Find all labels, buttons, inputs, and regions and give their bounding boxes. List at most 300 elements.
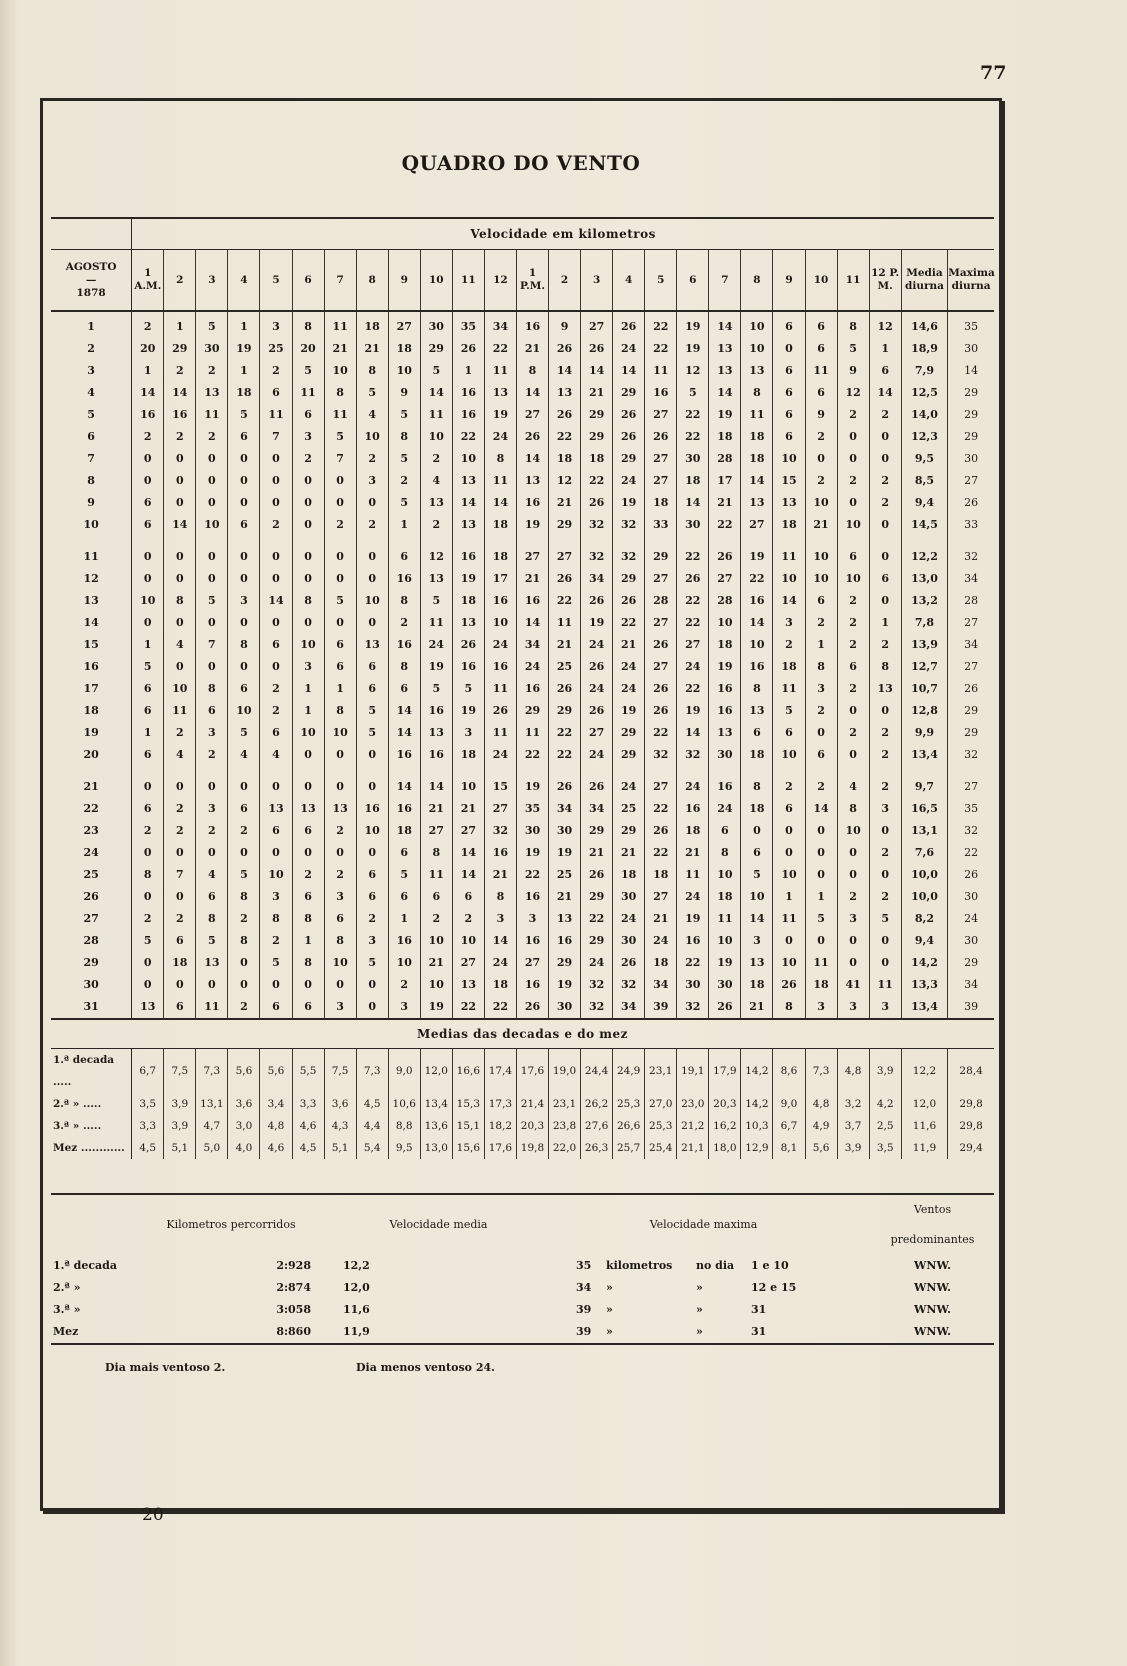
summary-vmax: 35 (576, 1259, 592, 1272)
hour-value: 0 (132, 842, 164, 864)
hour-value: 0 (164, 842, 196, 864)
hour-value: 8 (228, 930, 260, 952)
hour-value: 0 (869, 930, 901, 952)
hour-value: 25 (613, 798, 645, 820)
summary-vm: 11,6 (343, 1303, 370, 1316)
hour-value: 29 (613, 820, 645, 842)
summary-table (51, 1193, 994, 1345)
hour-value: 14 (388, 722, 420, 744)
hour-value: 16 (164, 404, 196, 426)
hour-value: 26 (452, 634, 484, 656)
hour-value: 1 (132, 634, 164, 656)
hour-value: 2 (132, 311, 164, 338)
hour-value: 3 (356, 470, 388, 492)
hour-value: 6 (773, 382, 805, 404)
hour-value: 32 (677, 996, 709, 1019)
hour-value: 22 (613, 612, 645, 634)
medias-value: 16,6 (452, 1049, 484, 1094)
hour-value: 10 (837, 568, 869, 590)
media-diurna-value: 12,2 (901, 546, 948, 568)
hour-value: 30 (677, 974, 709, 996)
hour-value: 2 (132, 908, 164, 930)
maxima-diurna-value: 32 (964, 550, 979, 563)
summary-km: 2:928 (276, 1259, 311, 1272)
hour-value: 0 (196, 448, 228, 470)
hour-value: 28 (709, 590, 741, 612)
hour-value: 11 (196, 404, 228, 426)
hour-value: 27 (581, 311, 613, 338)
hour-header: 7 (324, 250, 356, 312)
hour-value: 2 (164, 798, 196, 820)
hour-value: 16 (516, 311, 548, 338)
day-number: 9 (51, 492, 132, 514)
hour-value: 18 (452, 590, 484, 612)
day-number: 27 (51, 908, 132, 930)
medias-value: 12,0 (420, 1049, 452, 1094)
hour-value: 2 (452, 908, 484, 930)
medias-value: 13,1 (196, 1093, 228, 1115)
hour-value: 0 (228, 470, 260, 492)
hour-value: 0 (773, 842, 805, 864)
hour-value: 16 (484, 842, 516, 864)
hour-value: 18 (484, 514, 516, 536)
hour-value: 10 (132, 590, 164, 612)
hour-value: 0 (132, 952, 164, 974)
hour-value: 4 (196, 864, 228, 886)
hour-value: 29 (613, 382, 645, 404)
hour-value: 2 (773, 776, 805, 798)
hour-value: 30 (549, 996, 581, 1019)
maxima-diurna-value: 39 (964, 1000, 979, 1013)
hour-value: 8 (741, 678, 773, 700)
hour-value: 14 (677, 722, 709, 744)
summary-unit: » (606, 1281, 613, 1294)
maxima-diurna-value: 26 (964, 682, 979, 695)
summary-vento: WNW. (914, 1259, 951, 1272)
hour-value: 0 (869, 514, 901, 536)
hour-value: 6 (260, 634, 292, 656)
page-number-top: 77 (980, 62, 1007, 84)
hour-value: 0 (164, 492, 196, 514)
hour-value: 8 (292, 590, 324, 612)
hour-value: 8 (196, 908, 228, 930)
maxima-diurna-value: 29 (964, 704, 979, 717)
hour-value: 0 (132, 974, 164, 996)
hour-value: 2 (837, 612, 869, 634)
hour-value: 11 (324, 311, 356, 338)
hour-value: 35 (516, 798, 548, 820)
summary-vmax: 34 (576, 1281, 592, 1294)
table-row (51, 426, 994, 448)
hour-value: 6 (292, 820, 324, 842)
summary-row (51, 1255, 994, 1277)
hour-value: 10 (260, 864, 292, 886)
table-row (51, 776, 994, 798)
hour-value: 18 (228, 382, 260, 404)
hour-value: 18 (613, 864, 645, 886)
day-number: 6 (51, 426, 132, 448)
hour-value: 25 (549, 656, 581, 678)
hour-value: 16 (388, 568, 420, 590)
hour-value: 0 (292, 776, 324, 798)
day-number: 8 (51, 470, 132, 492)
hour-value: 10 (837, 820, 869, 842)
hour-value: 24 (677, 886, 709, 908)
hour-value: 2 (228, 820, 260, 842)
medias-value: 7,3 (196, 1049, 228, 1094)
medias-value: 14,2 (741, 1093, 773, 1115)
hour-value: 14 (709, 311, 741, 338)
day-number: 17 (51, 678, 132, 700)
month-header-blank (51, 218, 132, 250)
summary-label: 1.ª decada (53, 1259, 118, 1272)
maxima-diurna-value: 27 (964, 780, 979, 793)
hour-value: 18 (645, 492, 677, 514)
medias-value: 10,3 (741, 1115, 773, 1137)
media-diurna-value: 14,6 (901, 311, 948, 338)
hour-value: 6 (196, 886, 228, 908)
hour-value: 24 (613, 776, 645, 798)
month-year-header: AGOSTO — 1878 (51, 250, 132, 312)
hour-value: 29 (581, 820, 613, 842)
hour-value: 6 (228, 514, 260, 536)
hour-value: 0 (292, 842, 324, 864)
hour-value: 10 (292, 722, 324, 744)
hour-value: 14 (452, 492, 484, 514)
hour-value: 18 (773, 514, 805, 536)
hour-value: 0 (837, 864, 869, 886)
summary-unit: » (606, 1325, 613, 1338)
medias-value: 5,1 (164, 1137, 196, 1159)
hour-value: 0 (260, 776, 292, 798)
maxima-diurna-value: 27 (964, 616, 979, 629)
maxima-diurna-value: 30 (964, 890, 979, 903)
hour-value: 1 (228, 311, 260, 338)
media-diurna-value: 13,9 (901, 634, 948, 656)
hour-value: 14 (388, 700, 420, 722)
hour-value: 13 (549, 382, 581, 404)
maxima-diurna-value: 26 (964, 868, 979, 881)
media-diurna-value: 13,4 (901, 996, 948, 1019)
hour-value: 29 (581, 404, 613, 426)
hour-value: 0 (741, 820, 773, 842)
hour-value: 6 (773, 426, 805, 448)
hour-value: 0 (260, 612, 292, 634)
hour-value: 26 (549, 404, 581, 426)
hour-value: 16 (388, 634, 420, 656)
media-diurna-value: 9,9 (901, 722, 948, 744)
medias-row (51, 1093, 994, 1115)
hour-value: 1 (132, 360, 164, 382)
hour-value: 13 (452, 470, 484, 492)
hour-value: 10 (709, 864, 741, 886)
hour-header: 12 P. M. (869, 250, 901, 312)
hour-value: 11 (484, 470, 516, 492)
hour-value: 21 (613, 634, 645, 656)
hour-value: 16 (452, 656, 484, 678)
hour-value: 18 (388, 338, 420, 360)
hour-value: 6 (773, 311, 805, 338)
hour-value: 10 (388, 360, 420, 382)
hour-value: 14 (516, 612, 548, 634)
hour-value: 18 (484, 546, 516, 568)
hour-value: 0 (164, 776, 196, 798)
hour-value: 19 (484, 404, 516, 426)
hour-value: 22 (549, 590, 581, 612)
day-number: 20 (51, 744, 132, 766)
medias-value: 9,5 (388, 1137, 420, 1159)
hour-value: 8 (388, 656, 420, 678)
hour-value: 0 (292, 744, 324, 766)
medias-value: 4,4 (356, 1115, 388, 1137)
hour-value: 8 (484, 886, 516, 908)
medias-value: 3,4 (260, 1093, 292, 1115)
hour-value: 0 (228, 492, 260, 514)
hour-value: 13 (452, 514, 484, 536)
hour-value: 0 (164, 568, 196, 590)
hour-header: 11 (452, 250, 484, 312)
hour-value: 26 (613, 590, 645, 612)
hour-value: 2 (356, 514, 388, 536)
hour-value: 2 (837, 634, 869, 656)
hour-value: 29 (549, 700, 581, 722)
hour-value: 26 (709, 996, 741, 1019)
hour-value: 3 (805, 678, 837, 700)
hour-value: 6 (292, 996, 324, 1019)
medias-value: 5,6 (228, 1049, 260, 1094)
hour-value: 19 (709, 656, 741, 678)
medias-title: Medias das decadas e do mez (51, 1019, 994, 1049)
hour-value: 34 (581, 798, 613, 820)
hour-value: 13 (709, 338, 741, 360)
hour-value: 13 (741, 360, 773, 382)
hour-value: 24 (484, 952, 516, 974)
summary-vento: WNW. (914, 1303, 951, 1316)
medias-value: 7,3 (356, 1049, 388, 1094)
hour-value: 3 (228, 590, 260, 612)
medias-value: 10,6 (388, 1093, 420, 1115)
hour-value: 27 (516, 404, 548, 426)
hour-value: 26 (516, 996, 548, 1019)
hour-value: 2 (388, 612, 420, 634)
hour-value: 0 (260, 492, 292, 514)
hour-value: 10 (420, 930, 452, 952)
hour-value: 14 (613, 360, 645, 382)
media-diurna-value: 10,7 (901, 678, 948, 700)
hour-value: 8 (388, 590, 420, 612)
hour-value: 13 (452, 612, 484, 634)
hour-value: 0 (228, 568, 260, 590)
hour-value: 27 (388, 311, 420, 338)
hour-value: 16 (452, 382, 484, 404)
hour-value: 14 (709, 382, 741, 404)
hour-value: 18 (356, 311, 388, 338)
day-number: 19 (51, 722, 132, 744)
hour-value: 27 (452, 952, 484, 974)
hour-value: 6 (773, 722, 805, 744)
table-row (51, 974, 994, 996)
hour-value: 2 (164, 426, 196, 448)
medias-value: 26,2 (581, 1093, 613, 1115)
medias-max: 28,4 (959, 1065, 983, 1077)
hour-value: 10 (356, 590, 388, 612)
hour-value: 2 (132, 820, 164, 842)
hour-value: 0 (196, 546, 228, 568)
hour-value: 2 (837, 470, 869, 492)
hour-value: 8 (773, 996, 805, 1019)
hour-value: 22 (709, 514, 741, 536)
hour-value: 6 (388, 546, 420, 568)
hour-value: 0 (292, 492, 324, 514)
media-diurna-value: 14,5 (901, 514, 948, 536)
maxima-diurna-value: 27 (964, 660, 979, 673)
medias-value: 3,5 (132, 1093, 164, 1115)
hour-value: 19 (549, 974, 581, 996)
hour-value: 1 (805, 886, 837, 908)
summary-dia: 1 e 10 (751, 1259, 789, 1272)
medias-value: 4,0 (228, 1137, 260, 1159)
hour-value: 27 (516, 546, 548, 568)
hour-value: 3 (356, 930, 388, 952)
hour-value: 16 (420, 700, 452, 722)
hour-value: 8 (837, 798, 869, 820)
hour-value: 10 (196, 514, 228, 536)
hour-value: 29 (645, 546, 677, 568)
hour-value: 10 (837, 514, 869, 536)
hour-value: 0 (260, 974, 292, 996)
hour-value: 22 (549, 426, 581, 448)
hour-value: 3 (452, 722, 484, 744)
hour-value: 0 (805, 930, 837, 952)
hour-header: 1 P.M. (516, 250, 548, 312)
hour-value: 11 (516, 722, 548, 744)
hour-value: 19 (516, 842, 548, 864)
day-number: 22 (51, 798, 132, 820)
hour-value: 8 (356, 360, 388, 382)
summary-vento: WNW. (914, 1325, 951, 1338)
hour-value: 12 (420, 546, 452, 568)
hour-value: 6 (709, 820, 741, 842)
hour-value: 2 (837, 590, 869, 612)
media-diurna-value: 9,4 (901, 492, 948, 514)
summary-dia-label: » (696, 1281, 703, 1294)
hour-value: 0 (228, 974, 260, 996)
ventos-header: Ventos predominantes (890, 1203, 975, 1246)
hour-value: 14 (452, 842, 484, 864)
hour-value: 18 (164, 952, 196, 974)
hour-value: 22 (677, 612, 709, 634)
medias-value: 24,4 (581, 1049, 613, 1094)
hour-value: 6 (388, 678, 420, 700)
medias-value: 16,2 (709, 1115, 741, 1137)
medias-value: 17,9 (709, 1049, 741, 1094)
hour-value: 34 (549, 798, 581, 820)
hour-value: 13 (709, 722, 741, 744)
hour-value: 10 (324, 722, 356, 744)
hour-value: 0 (132, 886, 164, 908)
hour-value: 3 (324, 996, 356, 1019)
hour-value: 14 (132, 382, 164, 404)
medias-value: 17,3 (484, 1093, 516, 1115)
hour-value: 5 (420, 590, 452, 612)
hour-value: 11 (292, 382, 324, 404)
hour-value: 10 (356, 820, 388, 842)
hour-value: 2 (869, 776, 901, 798)
hour-value: 12 (837, 382, 869, 404)
hour-value: 2 (805, 470, 837, 492)
medias-value: 15,6 (452, 1137, 484, 1159)
hour-value: 1 (132, 722, 164, 744)
hour-value: 0 (164, 546, 196, 568)
hour-value: 21 (549, 634, 581, 656)
hour-value: 0 (869, 448, 901, 470)
hour-value: 16 (677, 798, 709, 820)
day-number: 12 (51, 568, 132, 590)
hour-header: 1 A.M. (132, 250, 164, 312)
hour-value: 5 (805, 908, 837, 930)
hour-value: 13 (709, 360, 741, 382)
hour-value: 22 (516, 744, 548, 766)
hour-value: 5 (773, 700, 805, 722)
hour-value: 16 (741, 656, 773, 678)
hour-value: 19 (709, 952, 741, 974)
hour-value: 27 (516, 952, 548, 974)
medias-value: 5,0 (196, 1137, 228, 1159)
hour-value: 22 (645, 798, 677, 820)
hour-value: 22 (677, 404, 709, 426)
medias-value: 14,2 (741, 1049, 773, 1094)
hour-header: 5 (645, 250, 677, 312)
hour-value: 0 (292, 974, 324, 996)
hour-value: 2 (773, 634, 805, 656)
hour-value: 6 (741, 722, 773, 744)
hour-value: 8 (196, 678, 228, 700)
hour-header: 9 (773, 250, 805, 312)
hour-value: 22 (549, 744, 581, 766)
vmax-header: Velocidade maxima (649, 1218, 758, 1231)
hour-value: 21 (613, 842, 645, 864)
hour-value: 32 (581, 546, 613, 568)
hour-value: 32 (613, 974, 645, 996)
hour-value: 8 (164, 590, 196, 612)
hour-value: 16 (452, 546, 484, 568)
media-diurna-value: 7,9 (901, 360, 948, 382)
hour-value: 0 (837, 426, 869, 448)
hour-value: 5 (196, 311, 228, 338)
hour-value: 0 (837, 930, 869, 952)
hour-value: 24 (516, 656, 548, 678)
summary-vmax-cell (536, 1299, 871, 1321)
hour-value: 26 (549, 776, 581, 798)
hour-value: 17 (709, 470, 741, 492)
hour-value: 6 (420, 886, 452, 908)
hour-value: 0 (292, 514, 324, 536)
day-number: 11 (51, 546, 132, 568)
hour-value: 10 (420, 426, 452, 448)
hour-value: 29 (549, 952, 581, 974)
hour-value: 16 (741, 590, 773, 612)
hour-value: 6 (773, 404, 805, 426)
summary-row (51, 1299, 994, 1321)
table-row (51, 908, 994, 930)
hour-value: 6 (260, 820, 292, 842)
hour-value: 0 (837, 842, 869, 864)
hour-value: 2 (260, 930, 292, 952)
hour-value: 9 (388, 382, 420, 404)
day-number: 5 (51, 404, 132, 426)
hour-value: 5 (132, 656, 164, 678)
hour-value: 18 (484, 974, 516, 996)
